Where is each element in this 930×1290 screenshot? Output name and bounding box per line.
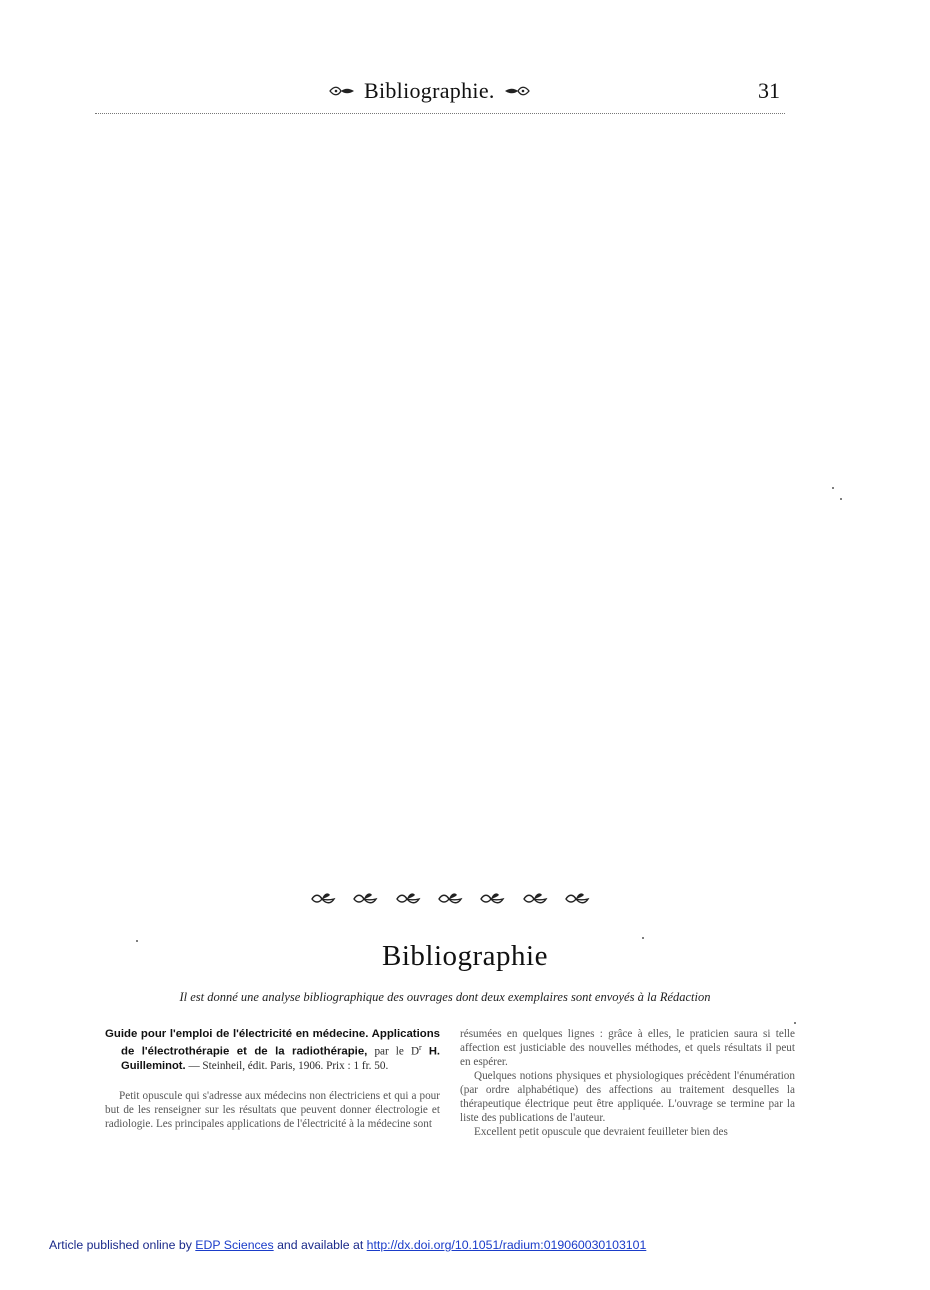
fleuron-icon [564, 891, 590, 907]
review-publisher: — Steinheil, édit. Paris, 1906. Prix : 1 fr. 50. [188, 1059, 389, 1072]
edp-sciences-link[interactable]: EDP Sciences [195, 1238, 274, 1252]
fleuron-icon [310, 891, 336, 907]
doi-link[interactable]: http://dx.doi.org/10.1051/radium:019060030103101 [366, 1238, 647, 1252]
review-paragraph: Petit opuscule qui s'adresse aux médecins non électriciens et qui a pour but de les renseigner sur les résultats que peuvent donner électrologie et radiologie. Les principales applications de l'électricité à la médecine sont [105, 1089, 440, 1130]
header-dotted-rule [95, 113, 785, 114]
footer-middle: and available at [277, 1238, 364, 1252]
running-header [0, 74, 930, 114]
scan-speck [794, 1022, 796, 1024]
scan-speck [840, 498, 842, 500]
fleuron-divider [310, 890, 590, 908]
footer-prefix: Article published online by [49, 1238, 192, 1252]
running-title-group [328, 78, 531, 104]
fleuron-icon [437, 891, 463, 907]
review-by-sup: r [419, 1043, 422, 1052]
scan-speck [642, 937, 644, 939]
review-paragraph: Quelques notions physiques et physiologiques précèdent l'énumération (par ordre alphabétique) des affections au traitement desquelles la thérapeutique électrique peut être appliquée. L'ouvrage se termine par la liste des publications de l'auteur. [460, 1070, 795, 1124]
fleuron-icon [522, 891, 548, 907]
review-paragraph: résumées en quelques lignes : grâce à elles, le praticien saura si telle affection est justiciable des nouvelles méthodes, et quels résultats il peut en espérer. [460, 1028, 795, 1068]
review-by: par le D [374, 1045, 420, 1058]
leaf-ornament-left-icon [328, 85, 356, 97]
review-heading [105, 1027, 440, 1073]
review-paragraph: Excellent petit opuscule que devraient feuilleter bien des [474, 1126, 728, 1138]
section-intro: Il est donné une analyse bibliographique des ouvrages dont deux exemplaires sont envoyés à la Rédaction [179, 990, 711, 1004]
review-author: H. Guilleminot. [121, 1045, 440, 1072]
fleuron-icon [395, 891, 421, 907]
page-number: 31 [758, 78, 780, 103]
section-title: Bibliographie [382, 940, 548, 972]
review-column-right [460, 1027, 795, 1139]
review-column-left [105, 1027, 440, 1131]
review-title-part2: Applications de l'électrothérapie et de la radiothérapie, [121, 1028, 441, 1058]
review-title-part1: Guide pour l'emploi de l'électricité en médecine. [105, 1028, 369, 1040]
running-title: Bibliographie. [364, 78, 495, 103]
leaf-ornament-right-icon [503, 85, 531, 97]
fleuron-icon [352, 891, 378, 907]
scan-speck [832, 487, 834, 489]
publication-footer [49, 1238, 646, 1252]
fleuron-icon [479, 891, 505, 907]
